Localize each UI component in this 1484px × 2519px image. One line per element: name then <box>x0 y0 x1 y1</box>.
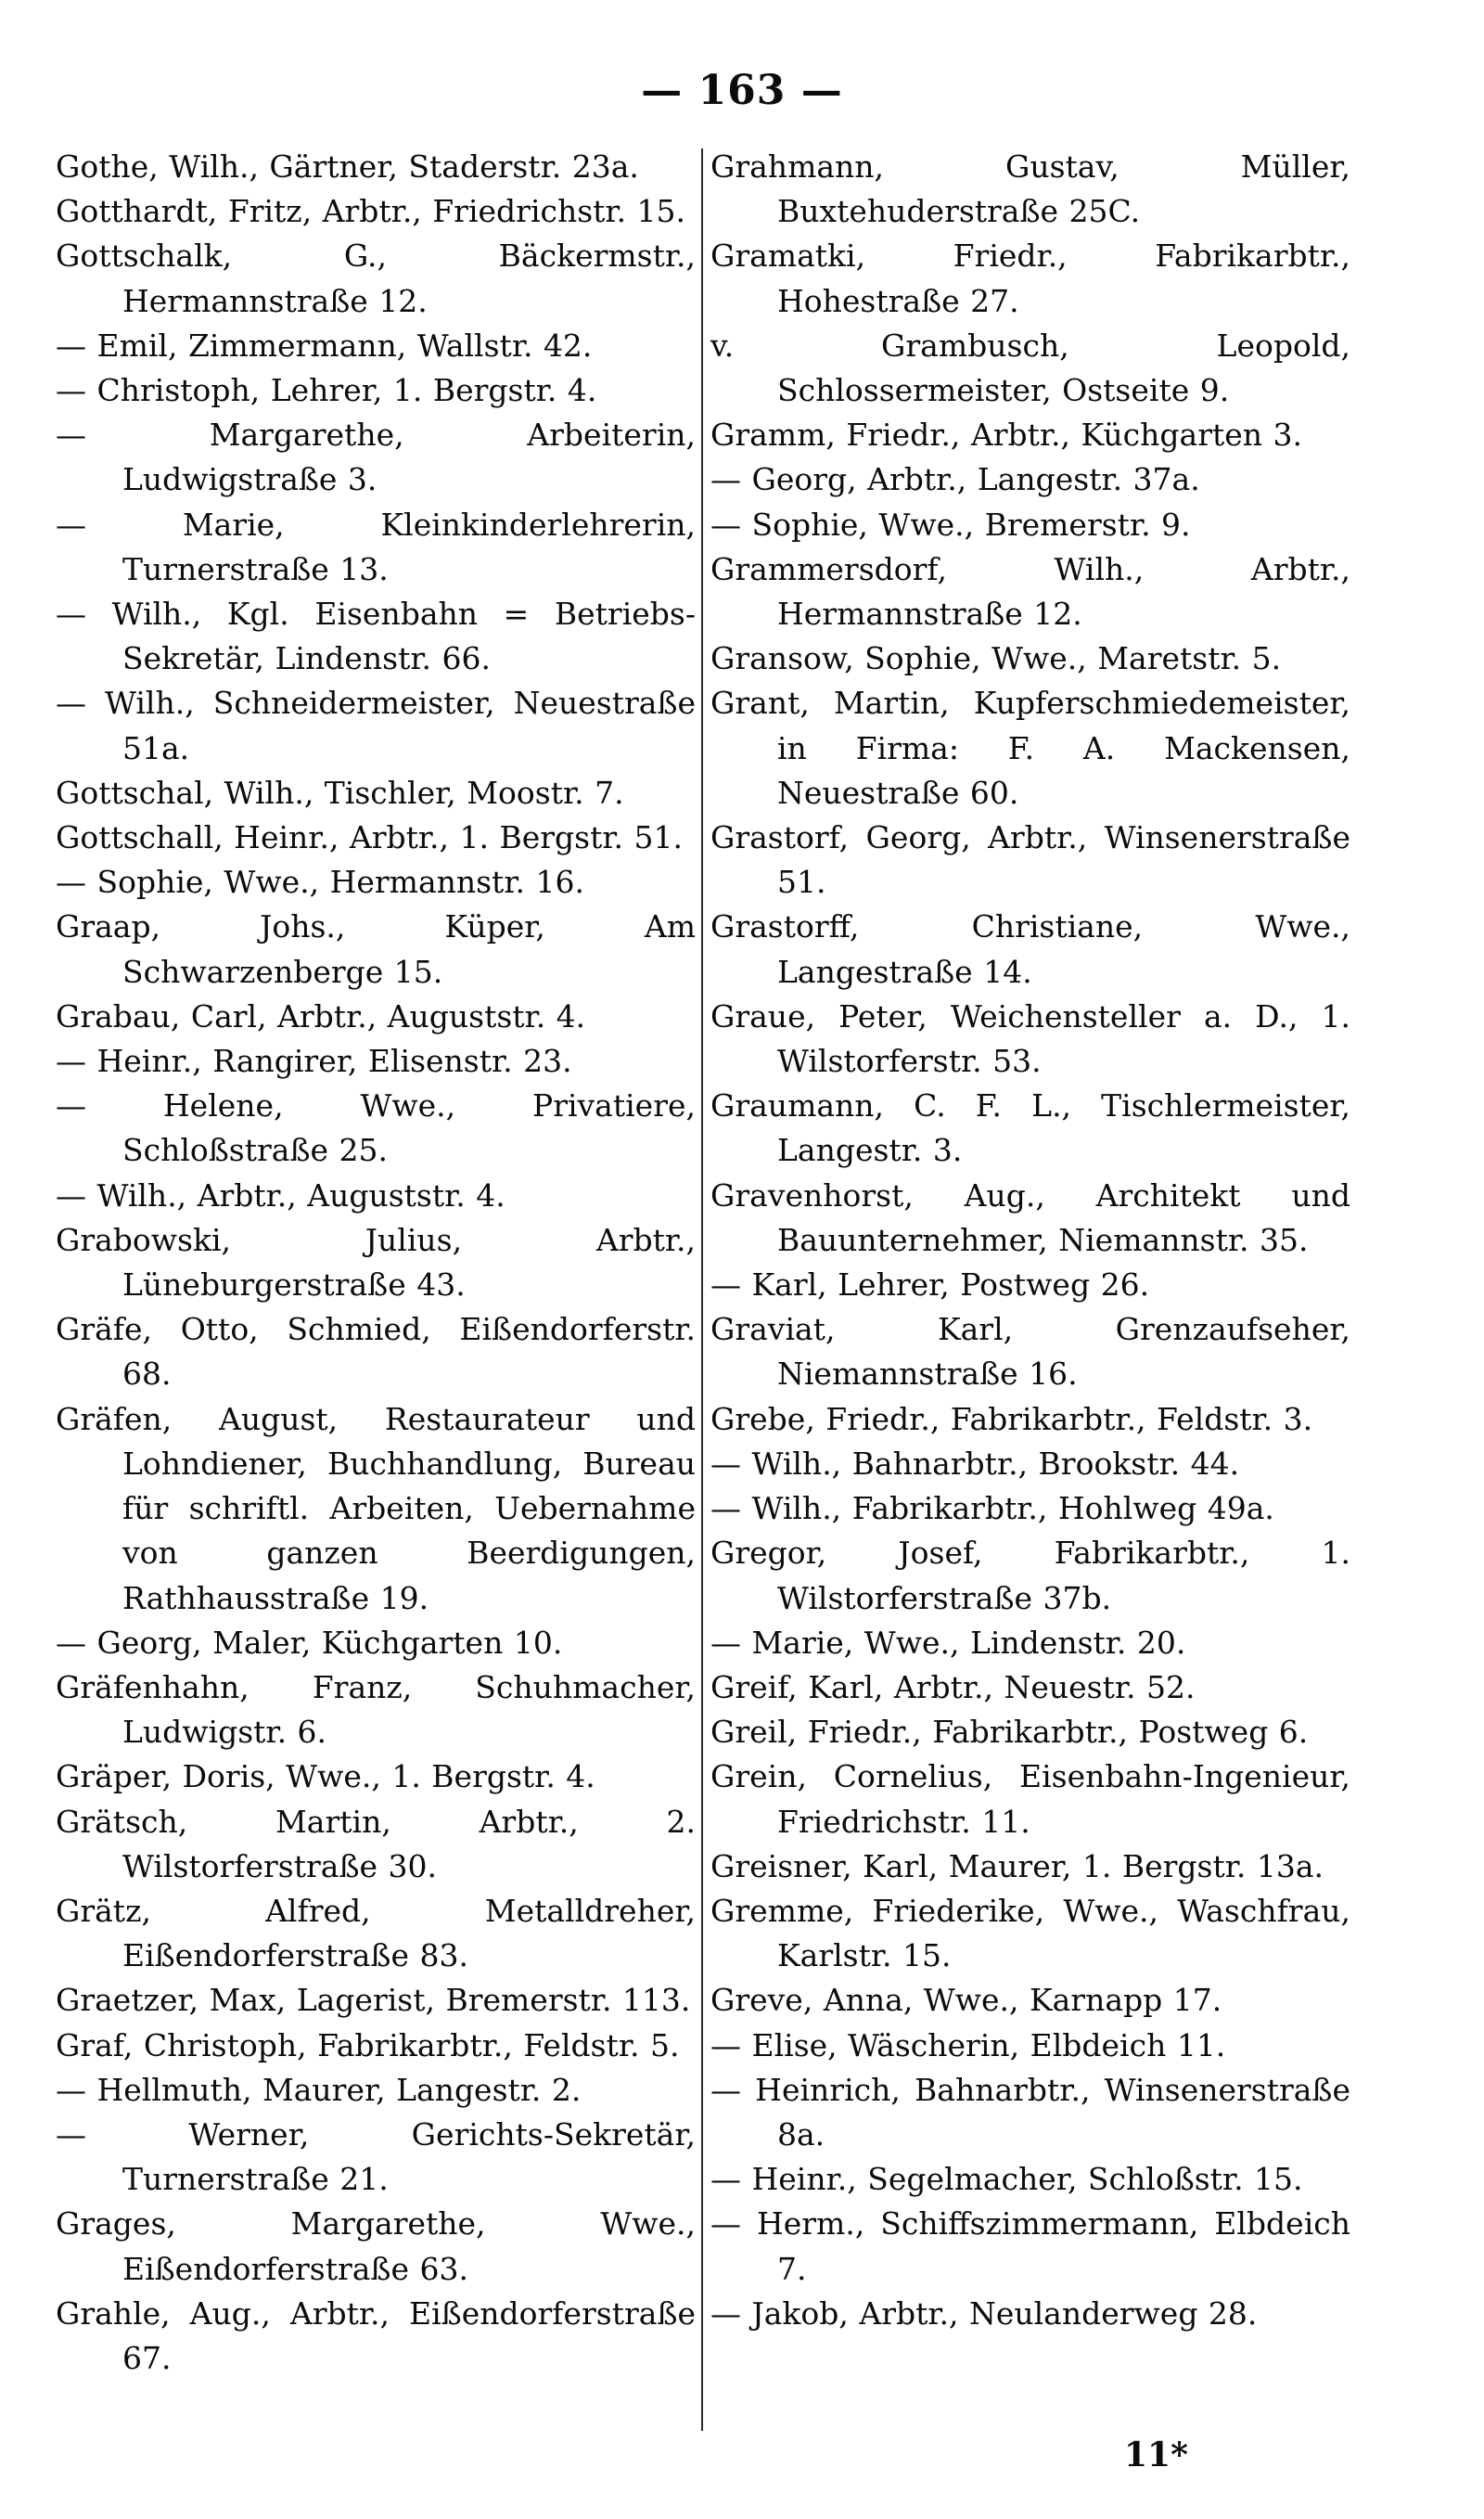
directory-entry: Greisner, Karl, Maurer, 1. Bergstr. 13a. <box>710 1847 1324 1884</box>
directory-entry: — Helene, Wwe., Privatiere, Schloßstraße 25. <box>56 1087 696 1169</box>
directory-entry: Gravenhorst, Aug., Architekt und Bauunternehmer, Niemannstr. 35. <box>710 1176 1350 1258</box>
directory-entry: Greve, Anna, Wwe., Karnapp 17. <box>710 1982 1222 2019</box>
directory-entry: Gräfenhahn, Franz, Schuhmacher, Ludwigstr. 6. <box>56 1668 696 1751</box>
directory-entry: Graue, Peter, Weichensteller a. D., 1. Wilstorferstr. 53. <box>710 997 1350 1080</box>
directory-entry: Gremme, Friederike, Wwe., Waschfrau, Karlstr. 15. <box>710 1892 1350 1974</box>
directory-entry: — Elise, Wäscherin, Elbdeich 11. <box>710 2026 1226 2063</box>
directory-entry: — Sophie, Wwe., Hermannstr. 16. <box>56 864 584 901</box>
directory-entry: Gräfen, August, Restaurateur und Lohndiener, Buchhandlung, Bureau für schriftl. Arbeiten, Uebernahme von ganzen Beerdigungen, Rathhausstraße 19. <box>56 1400 696 1616</box>
directory-entry: — Werner, Gerichts-Sekretär, Turnerstraße 21. <box>56 2115 696 2198</box>
directory-entry: — Margarethe, Arbeiterin, Ludwigstraße 3. <box>56 417 696 498</box>
directory-entry: — Heinr., Rangirer, Elisenstr. 23. <box>56 1043 572 1080</box>
directory-entry: — Heinrich, Bahnarbtr., Winsenerstraße 8a. <box>710 2071 1350 2153</box>
directory-entry: Gottschalk, G., Bäckermstr., Hermannstraße 12. <box>56 238 696 319</box>
directory-entry: Gregor, Josef, Fabrikarbtr., 1. Wilstorferstraße 37b. <box>710 1535 1350 1616</box>
directory-entry: — Jakob, Arbtr., Neulanderweg 28. <box>710 2294 1258 2332</box>
right-column <box>710 145 1350 2336</box>
directory-entry: v. Grambusch, Leopold, Schlossermeister, Ostseite 9. <box>710 327 1350 409</box>
directory-entry: Grabau, Carl, Arbtr., Auguststr. 4. <box>56 997 586 1035</box>
directory-entry: Grastorf, Georg, Arbtr., Winsenerstraße 51. <box>710 819 1350 901</box>
directory-entry: Gramm, Friedr., Arbtr., Küchgarten 3. <box>710 417 1302 454</box>
directory-entry: Grastorff, Christiane, Wwe., Langestraße 14. <box>710 908 1350 990</box>
directory-entry: Graap, Johs., Küper, Am Schwarzenberge 15. <box>56 908 696 990</box>
directory-entry: — Georg, Maler, Küchgarten 10. <box>56 1624 563 1661</box>
column-divider <box>701 148 703 2431</box>
directory-entry: Grahle, Aug., Arbtr., Eißendorferstraße 67. <box>56 2294 696 2376</box>
directory-entry: — Wilh., Bahnarbtr., Brookstr. 44. <box>710 1445 1240 1482</box>
directory-entry: Grätsch, Martin, Arbtr., 2. Wilstorferstraße 30. <box>56 1803 696 1884</box>
directory-entry: Gräfe, Otto, Schmied, Eißendorferstr. 68. <box>56 1311 696 1393</box>
directory-entry: Gottschall, Heinr., Arbtr., 1. Bergstr. 51. <box>56 819 683 856</box>
directory-entry: Grant, Martin, Kupferschmiedemeister, in Firma: F. A. Mackensen, Neuestraße 60. <box>710 685 1350 811</box>
directory-entry: Gotthardt, Fritz, Arbtr., Friedrichstr. 15. <box>56 193 686 230</box>
directory-entry: — Heinr., Segelmacher, Schloßstr. 15. <box>710 2161 1303 2198</box>
directory-entry: — Karl, Lehrer, Postweg 26. <box>710 1266 1150 1304</box>
directory-entry: Graviat, Karl, Grenzaufseher, Niemannstraße 16. <box>710 1311 1350 1393</box>
directory-entry: — Hellmuth, Maurer, Langestr. 2. <box>56 2071 582 2108</box>
directory-entry: Greif, Karl, Arbtr., Neuestr. 52. <box>710 1668 1196 1705</box>
directory-entry: — Sophie, Wwe., Bremerstr. 9. <box>710 506 1191 543</box>
directory-entry: Gothe, Wilh., Gärtner, Staderstr. 23a. <box>56 148 639 185</box>
directory-entry: — Georg, Arbtr., Langestr. 37a. <box>710 461 1200 498</box>
directory-entry: — Wilh., Arbtr., Auguststr. 4. <box>56 1176 505 1214</box>
directory-entry: — Wilh., Kgl. Eisenbahn = Betriebs-Sekretär, Lindenstr. 66. <box>56 596 696 677</box>
directory-entry: Graetzer, Max, Lagerist, Bremerstr. 113. <box>56 1982 691 2019</box>
directory-entry: Grammersdorf, Wilh., Arbtr., Hermannstraße 12. <box>710 550 1350 633</box>
directory-entry: Greil, Friedr., Fabrikarbtr., Postweg 6. <box>710 1714 1309 1751</box>
directory-entry: Graumann, C. F. L., Tischlermeister, Langestr. 3. <box>710 1087 1350 1169</box>
directory-entry: — Christoph, Lehrer, 1. Bergstr. 4. <box>56 372 597 409</box>
signature-mark: 11* <box>1124 2435 1188 2474</box>
directory-entry: — Wilh., Schneidermeister, Neuestraße 51a. <box>56 685 696 766</box>
directory-entry: Grabowski, Julius, Arbtr., Lüneburgerstraße 43. <box>56 1221 696 1304</box>
page-number: — 163 — <box>641 67 843 114</box>
directory-entry: — Marie, Kleinkinderlehrerin, Turnerstraße 13. <box>56 506 696 587</box>
directory-entry: — Emil, Zimmermann, Wallstr. 42. <box>56 327 593 364</box>
directory-entry: Grebe, Friedr., Fabrikarbtr., Feldstr. 3. <box>710 1400 1313 1437</box>
directory-entry: — Herm., Schiffszimmermann, Elbdeich 7. <box>710 2205 1350 2287</box>
directory-entry: Grätz, Alfred, Metalldreher, Eißendorferstraße 83. <box>56 1892 696 1974</box>
directory-entry: Gransow, Sophie, Wwe., Maretstr. 5. <box>710 640 1282 677</box>
directory-entry: Graf, Christoph, Fabrikarbtr., Feldstr. 5. <box>56 2026 680 2063</box>
directory-entry: Gramatki, Friedr., Fabrikarbtr., Hohestraße 27. <box>710 238 1350 319</box>
directory-entry: — Marie, Wwe., Lindenstr. 20. <box>710 1624 1186 1661</box>
directory-entry: Grein, Cornelius, Eisenbahn-Ingenieur, Friedrichstr. 11. <box>710 1758 1350 1840</box>
directory-entry: — Wilh., Fabrikarbtr., Hohlweg 49a. <box>710 1490 1274 1527</box>
directory-entry: Grages, Margarethe, Wwe., Eißendorferstraße 63. <box>56 2205 696 2287</box>
left-column <box>56 145 696 2381</box>
directory-entry: Grahmann, Gustav, Müller, Buxtehuderstraße 25C. <box>710 148 1350 230</box>
directory-entry: Gräper, Doris, Wwe., 1. Bergstr. 4. <box>56 1758 595 1795</box>
directory-entry: Gottschal, Wilh., Tischler, Moostr. 7. <box>56 774 624 811</box>
